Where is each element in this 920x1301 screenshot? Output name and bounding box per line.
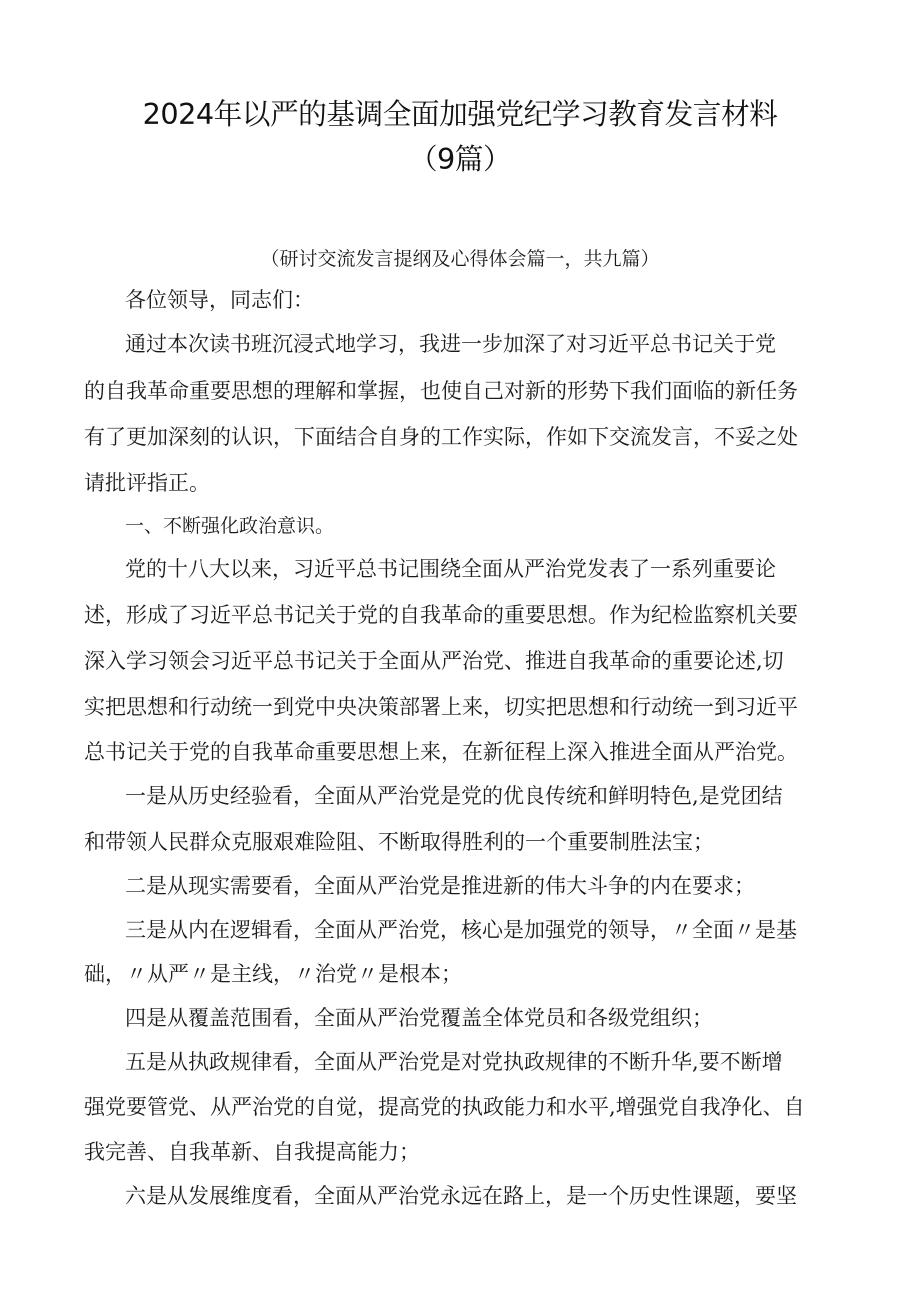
point-line: 强党要管党、从严治党的自觉，提高党的执政能力和水平,增强党自我净化、自: [84, 1095, 805, 1119]
greeting: 各位领导，同志们：: [125, 288, 314, 312]
point-line: 和带领人民群众克服艰难险阻、不断取得胜利的一个重要制胜法宝；: [84, 830, 714, 854]
document-title-line-1: 2024年以严的基调全面加强党纪学习教育发言材料: [142, 97, 778, 131]
document-title-line-2: （9篇）: [408, 142, 512, 176]
section-paragraph-line: 述，形成了习近平总书记关于党的自我革命的重要思想。作为纪检监察机关要: [84, 603, 798, 627]
intro-line: 有了更加深刻的认识，下面结合自身的工作实际，作如下交流发言，不妥之处: [84, 425, 798, 449]
document-subtitle: （研讨交流发言提纲及心得体会篇一，共九篇）: [260, 248, 660, 270]
section-heading: 一、不断强化政治意识。: [125, 515, 335, 537]
section-paragraph-line: 党的十八大以来，习近平总书记围绕全面从严治党发表了一系列重要论: [125, 557, 776, 581]
intro-line: 的自我革命重要思想的理解和掌握，也使自己对新的形势下我们面临的新任务: [84, 379, 798, 403]
section-paragraph-line: 深入学习领会习近平总书记关于全面从严治党、推进自我革命的重要论述,切: [84, 649, 784, 673]
point-line: 四是从覆盖范围看，全面从严治党覆盖全体党员和各级党组织；: [125, 1006, 713, 1030]
intro-line: 请批评指正。: [84, 471, 210, 495]
intro-line: 通过本次读书班沉浸式地学习，我进一步加深了对习近平总书记关于党: [125, 332, 776, 356]
point-line: 二是从现实需要看，全面从严治党是推进新的伟大斗争的内在要求；: [125, 874, 755, 898]
point-line: 我完善、自我革新、自我提高能力；: [84, 1140, 420, 1164]
point-line: 础，〃从严〃是主线，〃治党〃是根本；: [84, 962, 462, 986]
section-paragraph-line: 总书记关于党的自我革命重要思想上来，在新征程上深入推进全面从严治党。: [84, 740, 798, 764]
point-line: 五是从执政规律看，全面从严治党是对党执政规律的不断升华,要不断增: [125, 1050, 783, 1074]
point-line: 三是从内在逻辑看，全面从严治党，核心是加强党的领导，〃全面〃是基: [125, 918, 797, 942]
point-line: 六是从发展维度看，全面从严治党永远在路上，是一个历史性课题，要坚: [125, 1184, 797, 1208]
point-line: 一是从历史经验看，全面从严治党是党的优良传统和鲜明特色,是党团结: [125, 784, 783, 808]
section-paragraph-line: 实把思想和行动统一到党中央决策部署上来，切实把思想和行动统一到习近平: [84, 695, 798, 719]
